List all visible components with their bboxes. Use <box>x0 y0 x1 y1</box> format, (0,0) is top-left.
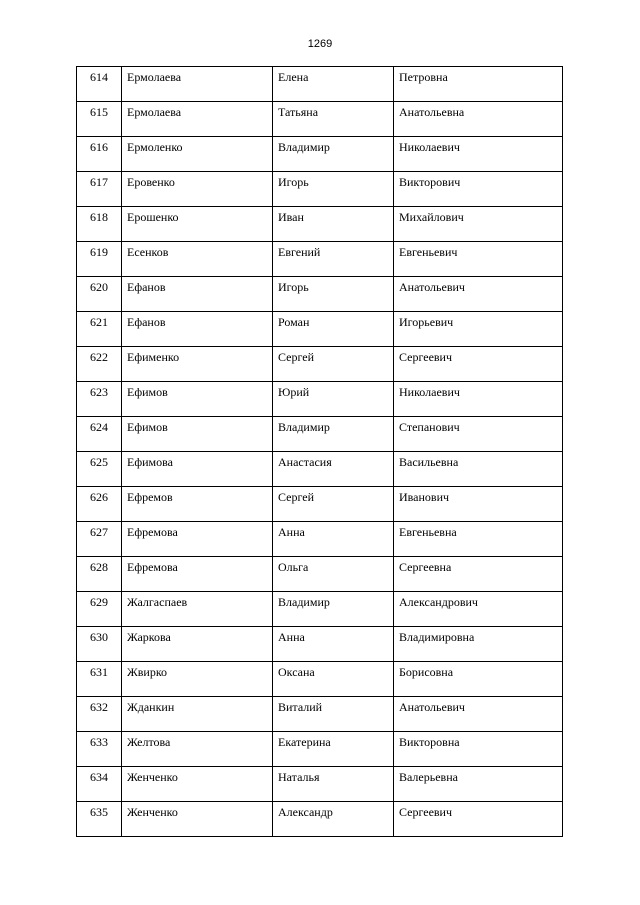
first-name-cell: Анна <box>273 522 394 557</box>
table-row <box>77 452 563 487</box>
patronymic-cell: Евгеньевич <box>394 242 563 277</box>
patronymic-cell: Петровна <box>394 67 563 102</box>
first-name-cell: Евгений <box>273 242 394 277</box>
last-name-cell: Ерошенко <box>122 207 273 242</box>
last-name-cell: Ермолаева <box>122 102 273 137</box>
last-name-cell: Ефимов <box>122 417 273 452</box>
patronymic-cell: Викторовна <box>394 732 563 767</box>
patronymic-cell: Игорьевич <box>394 312 563 347</box>
table-row <box>77 592 563 627</box>
first-name-cell: Сергей <box>273 347 394 382</box>
first-name-cell: Оксана <box>273 662 394 697</box>
row-number: 618 <box>77 207 122 242</box>
row-number: 634 <box>77 767 122 802</box>
last-name-cell: Ермоленко <box>122 137 273 172</box>
patronymic-cell: Николаевич <box>394 137 563 172</box>
table-row <box>77 347 563 382</box>
patronymic-cell: Евгеньевна <box>394 522 563 557</box>
first-name-cell: Роман <box>273 312 394 347</box>
first-name-cell: Игорь <box>273 277 394 312</box>
table-row <box>77 417 563 452</box>
first-name-cell: Владимир <box>273 417 394 452</box>
last-name-cell: Ефремова <box>122 557 273 592</box>
last-name-cell: Ефанов <box>122 312 273 347</box>
last-name-cell: Ефименко <box>122 347 273 382</box>
last-name-cell: Есенков <box>122 242 273 277</box>
last-name-cell: Жданкин <box>122 697 273 732</box>
patronymic-cell: Сергеевич <box>394 347 563 382</box>
patronymic-cell: Михайлович <box>394 207 563 242</box>
page-number: 1269 <box>307 38 333 50</box>
first-name-cell: Екатерина <box>273 732 394 767</box>
roster-table <box>76 66 563 837</box>
patronymic-cell: Анатольевич <box>394 277 563 312</box>
table-row <box>77 242 563 277</box>
table-row <box>77 102 563 137</box>
first-name-cell: Юрий <box>273 382 394 417</box>
row-number: 623 <box>77 382 122 417</box>
first-name-cell: Владимир <box>273 592 394 627</box>
patronymic-cell: Васильевна <box>394 452 563 487</box>
first-name-cell: Александр <box>273 802 394 837</box>
table-row <box>77 627 563 662</box>
row-number: 629 <box>77 592 122 627</box>
row-number: 626 <box>77 487 122 522</box>
last-name-cell: Жаркова <box>122 627 273 662</box>
last-name-cell: Ефремова <box>122 522 273 557</box>
row-number: 632 <box>77 697 122 732</box>
first-name-cell: Ольга <box>273 557 394 592</box>
patronymic-cell: Анатольевна <box>394 102 563 137</box>
row-number: 617 <box>77 172 122 207</box>
table-row <box>77 662 563 697</box>
first-name-cell: Игорь <box>273 172 394 207</box>
patronymic-cell: Валерьевна <box>394 767 563 802</box>
first-name-cell: Иван <box>273 207 394 242</box>
last-name-cell: Женченко <box>122 802 273 837</box>
row-number: 631 <box>77 662 122 697</box>
patronymic-cell: Сергеевна <box>394 557 563 592</box>
first-name-cell: Виталий <box>273 697 394 732</box>
first-name-cell: Елена <box>273 67 394 102</box>
last-name-cell: Жалгаспаев <box>122 592 273 627</box>
row-number: 628 <box>77 557 122 592</box>
table-row <box>77 277 563 312</box>
row-number: 620 <box>77 277 122 312</box>
last-name-cell: Женченко <box>122 767 273 802</box>
first-name-cell: Владимир <box>273 137 394 172</box>
first-name-cell: Татьяна <box>273 102 394 137</box>
row-number: 619 <box>77 242 122 277</box>
patronymic-cell: Александрович <box>394 592 563 627</box>
patronymic-cell: Николаевич <box>394 382 563 417</box>
table-row <box>77 732 563 767</box>
first-name-cell: Анастасия <box>273 452 394 487</box>
last-name-cell: Ефимов <box>122 382 273 417</box>
table-row <box>77 802 563 837</box>
row-number: 625 <box>77 452 122 487</box>
patronymic-cell: Иванович <box>394 487 563 522</box>
table-row <box>77 172 563 207</box>
first-name-cell: Анна <box>273 627 394 662</box>
patronymic-cell: Борисовна <box>394 662 563 697</box>
table-row <box>77 557 563 592</box>
last-name-cell: Ермолаева <box>122 67 273 102</box>
last-name-cell: Ефремов <box>122 487 273 522</box>
last-name-cell: Жвирко <box>122 662 273 697</box>
row-number: 615 <box>77 102 122 137</box>
row-number: 627 <box>77 522 122 557</box>
row-number: 616 <box>77 137 122 172</box>
table-row <box>77 697 563 732</box>
last-name-cell: Желтова <box>122 732 273 767</box>
patronymic-cell: Сергеевич <box>394 802 563 837</box>
row-number: 633 <box>77 732 122 767</box>
row-number: 624 <box>77 417 122 452</box>
last-name-cell: Ефимова <box>122 452 273 487</box>
table-row <box>77 767 563 802</box>
last-name-cell: Еровенко <box>122 172 273 207</box>
first-name-cell: Сергей <box>273 487 394 522</box>
patronymic-cell: Анатольевич <box>394 697 563 732</box>
table-row <box>77 207 563 242</box>
patronymic-cell: Степанович <box>394 417 563 452</box>
table-row <box>77 382 563 417</box>
row-number: 622 <box>77 347 122 382</box>
row-number: 621 <box>77 312 122 347</box>
patronymic-cell: Викторович <box>394 172 563 207</box>
table-row <box>77 487 563 522</box>
row-number: 635 <box>77 802 122 837</box>
patronymic-cell: Владимировна <box>394 627 563 662</box>
table-row <box>77 522 563 557</box>
row-number: 614 <box>77 67 122 102</box>
table-row <box>77 312 563 347</box>
last-name-cell: Ефанов <box>122 277 273 312</box>
table-row <box>77 67 563 102</box>
table-row <box>77 137 563 172</box>
row-number: 630 <box>77 627 122 662</box>
roster-body <box>77 67 563 837</box>
first-name-cell: Наталья <box>273 767 394 802</box>
